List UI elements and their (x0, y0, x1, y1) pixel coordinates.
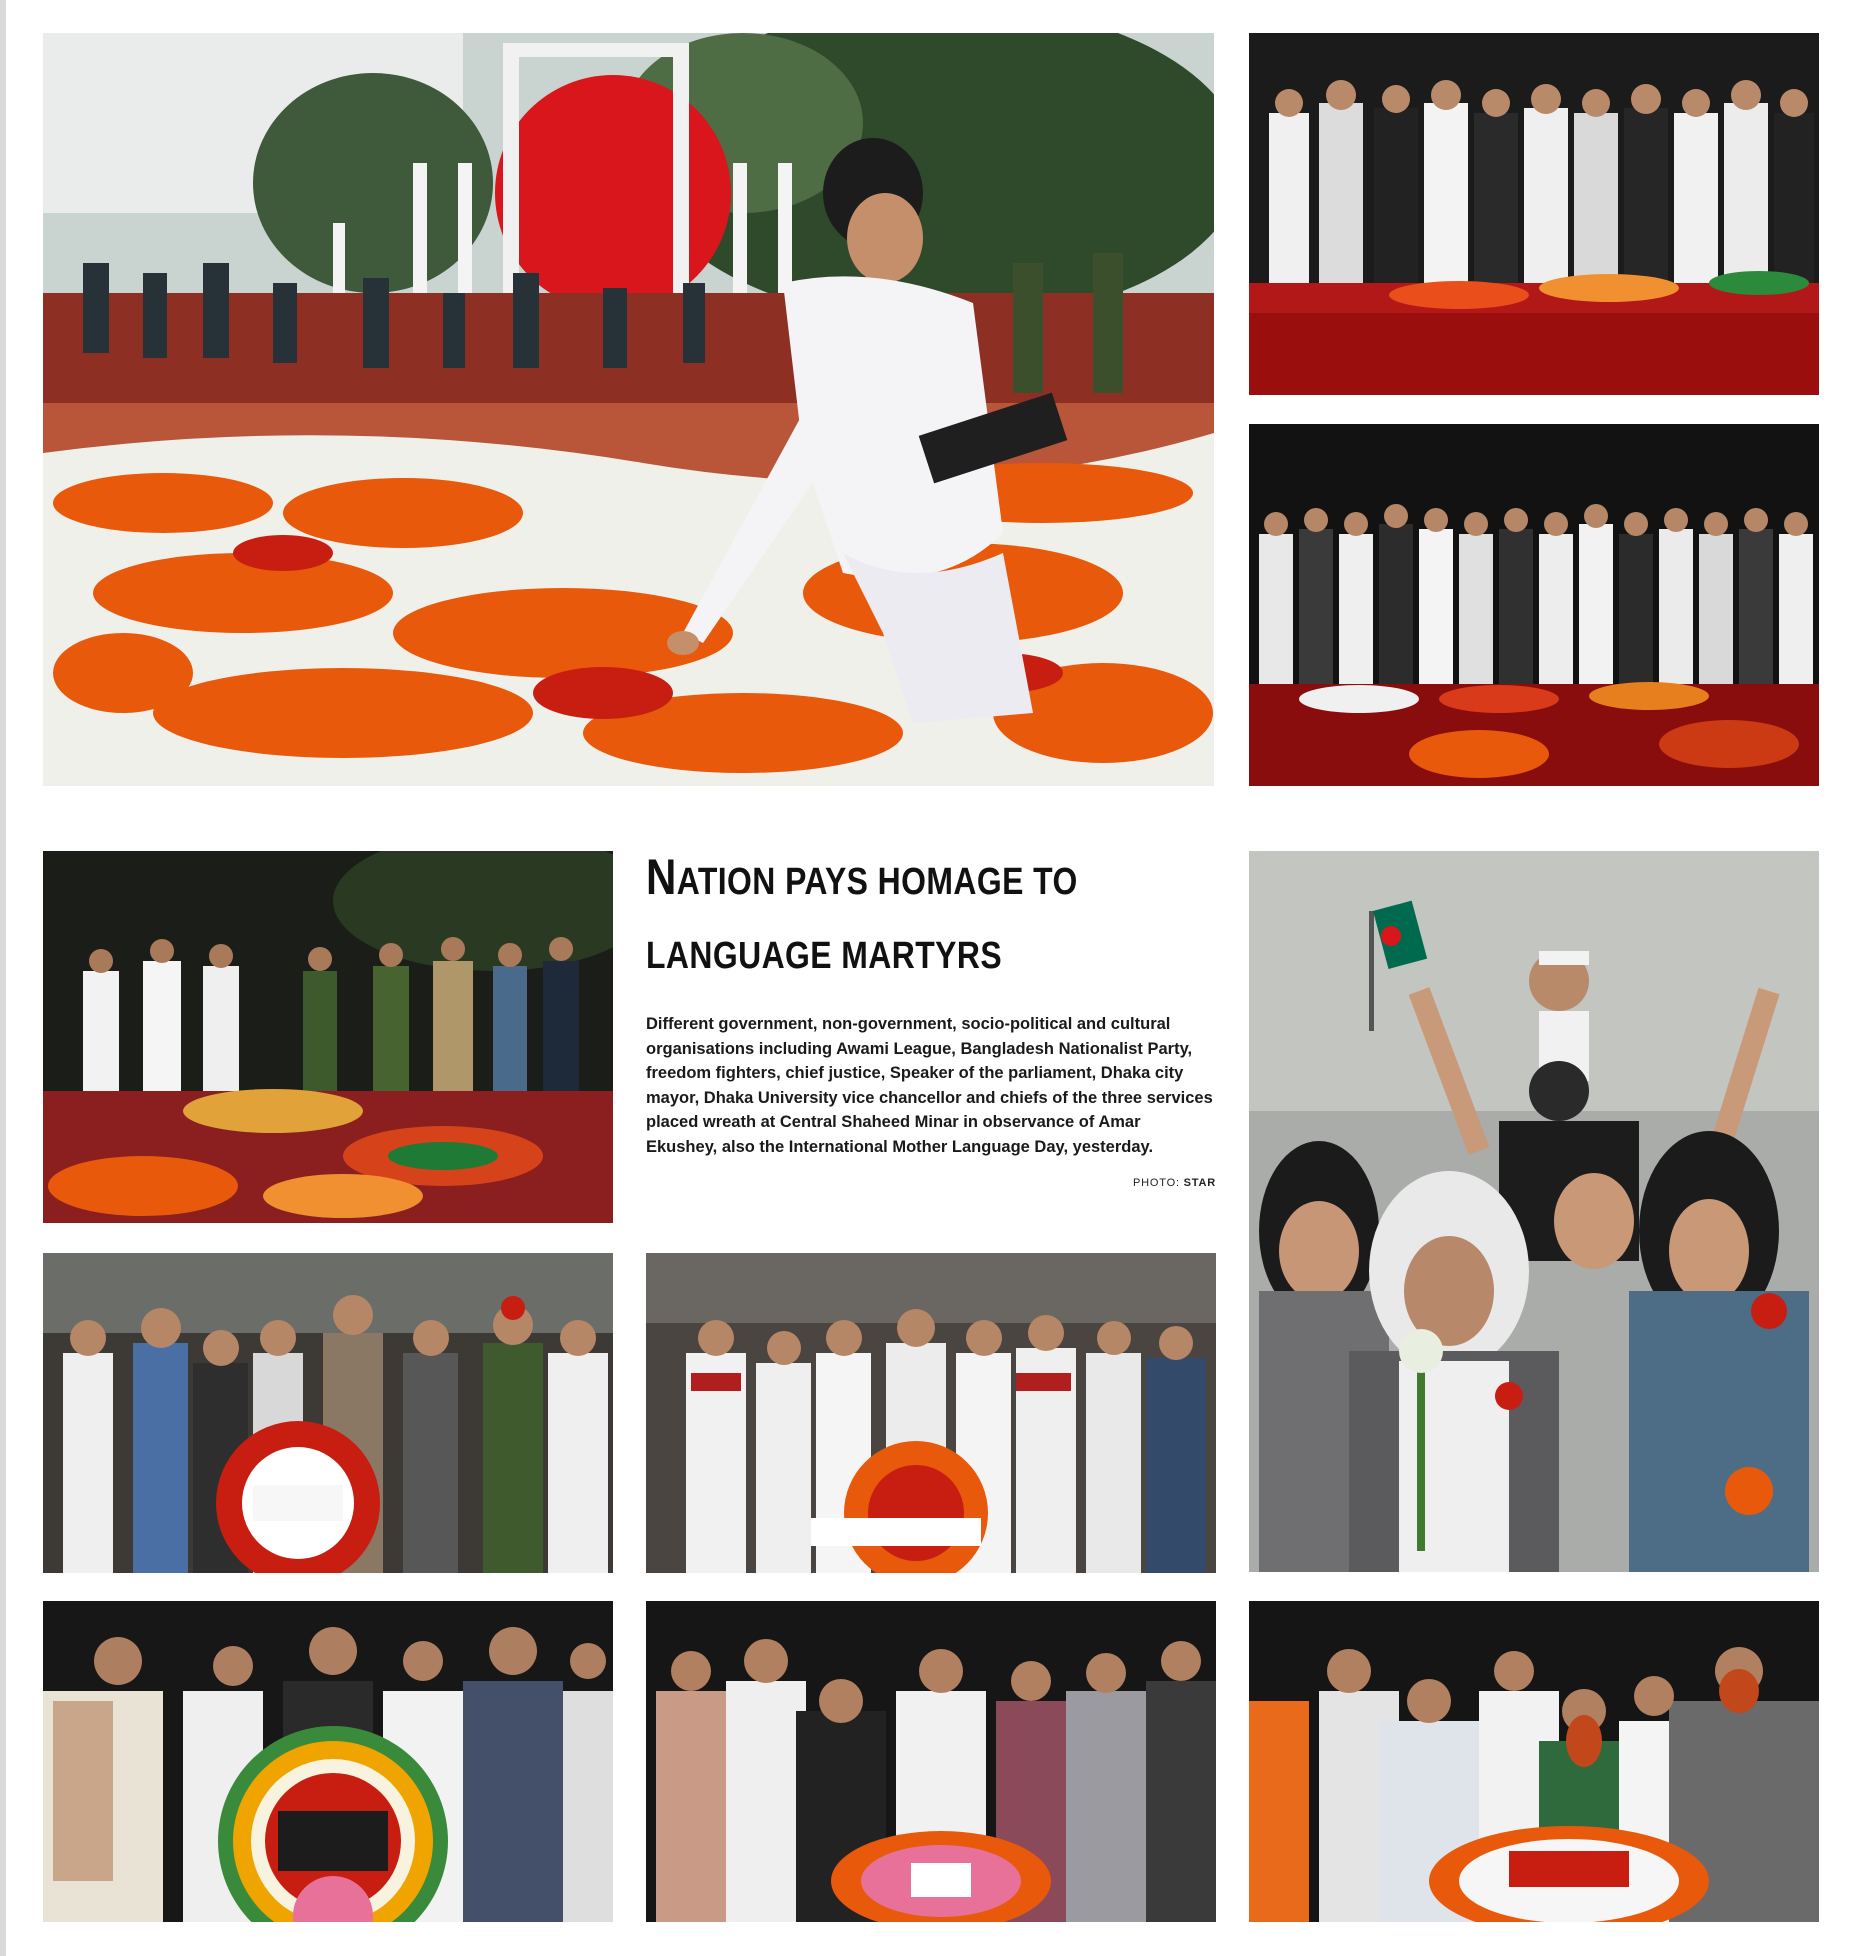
photo-service-chiefs-saluting (43, 851, 613, 1223)
page-left-border (0, 0, 6, 1956)
photo-caption: Different government, non-government, socio-political and cultural organisations including Awami League, Bangladesh Nationalist Party, freedom fighters, chief justice, Speaker of the parliament, Dhaka city mayor, Dhaka University vice chancellor and chiefs of the three services placed wreath at Central Shaheed Minar in observance of Amar Ekushey, also the International Mother Language Day, yesterday. (646, 1015, 1213, 1156)
photo-credit-label: PHOTO: (1133, 1177, 1180, 1189)
headline-first-letter: N (646, 849, 677, 905)
photo-shaheed-minar-flower-arrangement (43, 33, 1214, 786)
headline-line1: ATION PAYS HOMAGE TO (676, 861, 1078, 903)
photo-family-with-flag (1249, 851, 1819, 1572)
photo-dhaka-mayor-wreath (43, 1601, 613, 1922)
headline-line2: LANGUAGE MARTYRS (646, 935, 1003, 977)
photo-party-leaders-at-night (1249, 424, 1819, 786)
photo-credit-source: STAR (1183, 1177, 1216, 1189)
photo-dignitaries-at-altar (1249, 33, 1819, 395)
photo-freedom-fighters-wreath (1249, 1601, 1819, 1922)
photo-officials-placing-wreath (646, 1253, 1216, 1573)
photo-dhaka-university-wreath (43, 1253, 613, 1573)
headline (646, 840, 1125, 993)
photo-women-leaders-placing-flowers (646, 1601, 1216, 1922)
photo-credit (1010, 1177, 1216, 1189)
